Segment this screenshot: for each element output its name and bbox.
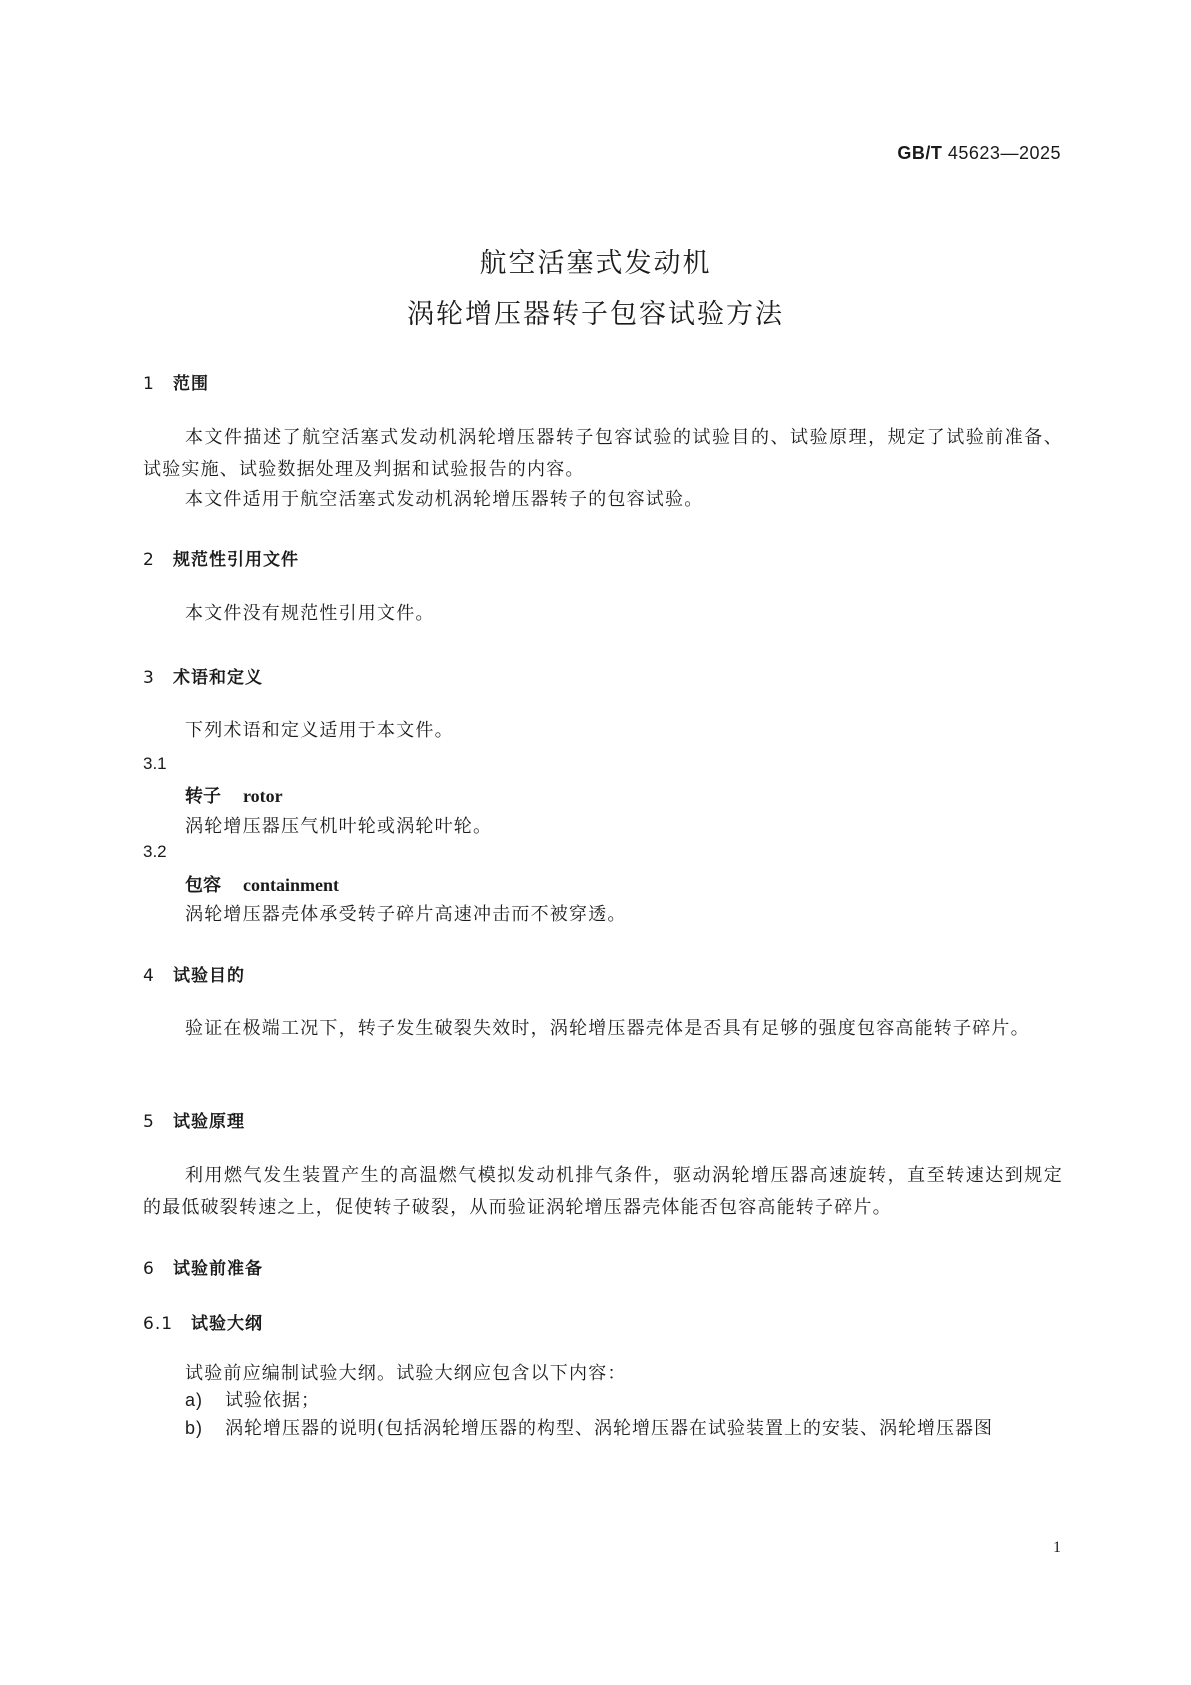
section-2-heading [143, 545, 299, 570]
section-3-heading [143, 663, 263, 688]
subsection-6-1-paragraph-1: 试验前应编制试验大纲。试验大纲应包含以下内容： [185, 1363, 627, 1384]
section-title: 试验前准备 [173, 1259, 263, 1279]
section-number: 4 [143, 966, 155, 986]
section-number: 6 [143, 1259, 155, 1279]
section-title: 范围 [173, 374, 209, 394]
standard-code [897, 143, 1061, 164]
term-en: containment [243, 875, 339, 895]
list-marker: a) [185, 1390, 204, 1410]
list-text: 试验依据； [225, 1390, 320, 1411]
term-en: rotor [243, 786, 283, 806]
subsection-title: 试验大纲 [191, 1314, 263, 1334]
section-5-paragraph-1: 利用燃气发生装置产生的高温燃气模拟发动机排气条件，驱动涡轮增压器高速旋转，直至转速达到规定的最低破裂转速之上，促使转子破裂，从而验证涡轮增压器壳体能否包容高能转子碎片。 [143, 1165, 1063, 1218]
section-3-paragraph-1: 下列术语和定义适用于本文件。 [185, 720, 454, 741]
term-zh: 转子 [185, 786, 221, 807]
list-item [185, 1414, 1065, 1440]
subsection-6-1-heading [143, 1309, 263, 1334]
section-4-paragraph-1: 验证在极端工况下，转子发生破裂失效时，涡轮增压器壳体是否具有足够的强度包容高能转子碎片。 [185, 1018, 1030, 1039]
section-5-heading [143, 1107, 245, 1132]
list-text: 涡轮增压器的说明(包括涡轮增压器的构型、涡轮增压器在试验装置上的安装、涡轮增压器图 [225, 1418, 994, 1439]
term-definition: 涡轮增压器压气机叶轮或涡轮叶轮。 [185, 816, 493, 837]
section-title: 规范性引用文件 [173, 550, 299, 570]
term-definition: 涡轮增压器壳体承受转子碎片高速冲击而不被穿透。 [185, 904, 627, 925]
section-title: 试验原理 [173, 1112, 245, 1132]
term-number: 3.2 [143, 842, 167, 861]
standard-code-number: 45623—2025 [947, 143, 1061, 163]
section-number: 1 [143, 374, 155, 394]
document-title-line2: 涡轮增压器转子包容试验方法 [407, 299, 784, 330]
section-1-paragraph-2: 本文件适用于航空活塞式发动机涡轮增压器转子的包容试验。 [185, 489, 704, 510]
term-title [185, 871, 339, 897]
section-1-paragraph-1: 本文件描述了航空活塞式发动机涡轮增压器转子包容试验的试验目的、试验原理，规定了试验前准备、试验实施、试验数据处理及判据和试验报告的内容。 [143, 427, 1063, 480]
term-zh: 包容 [185, 875, 221, 896]
section-number: 5 [143, 1112, 155, 1132]
section-1-heading [143, 369, 209, 394]
list-item [185, 1386, 1065, 1412]
section-2-paragraph-1: 本文件没有规范性引用文件。 [185, 603, 435, 624]
section-title: 试验目的 [173, 966, 245, 986]
section-number: 2 [143, 550, 155, 570]
document-title-line1: 航空活塞式发动机 [479, 248, 712, 279]
page-number: 1 [1053, 1539, 1061, 1556]
section-4-heading [143, 961, 245, 986]
section-title: 术语和定义 [173, 668, 263, 688]
list-marker: b) [185, 1418, 204, 1438]
term-title [185, 782, 283, 808]
section-6-heading [143, 1254, 263, 1279]
standard-code-prefix: GB/T [897, 143, 943, 163]
term-number: 3.1 [143, 754, 167, 773]
section-number: 3 [143, 668, 155, 688]
subsection-number: 6.1 [143, 1314, 174, 1334]
